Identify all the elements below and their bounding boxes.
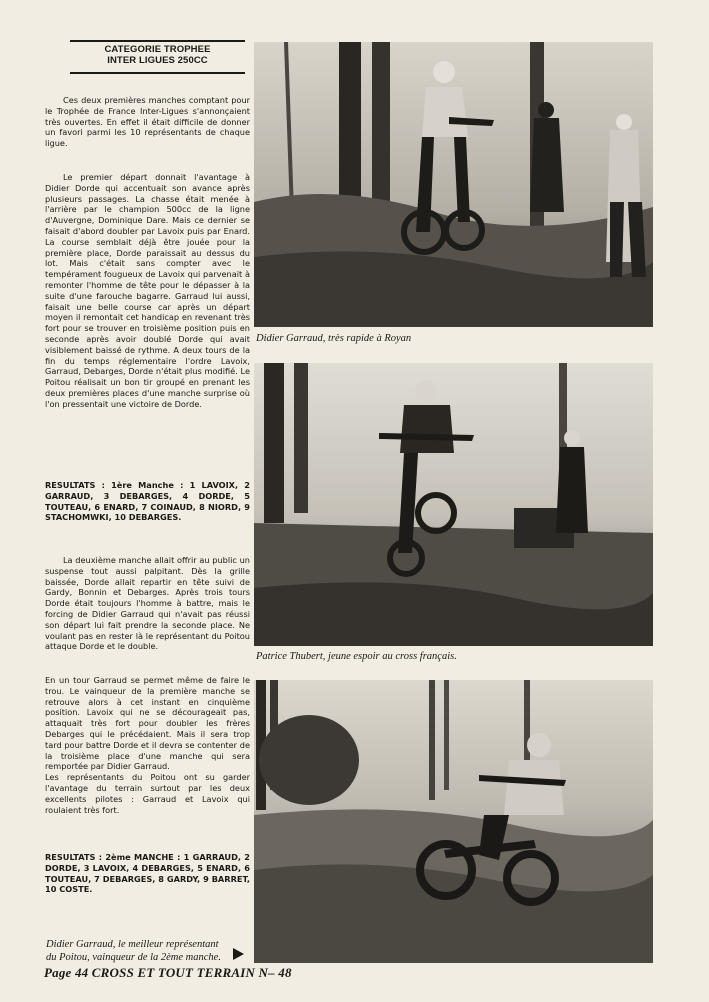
paragraph-5: Les représentants du Poitou ont su garder l'avantage du terrain surtout par les deux excellents pilotes : Garraud et Lavoix qui roulaient très fort.	[45, 772, 250, 815]
photo-1-image	[254, 42, 653, 327]
heading-rule-top	[70, 40, 245, 42]
caption-photo-2: Patrice Thubert, jeune espoir au cross français.	[256, 651, 457, 662]
heading-line-2: INTER LIGUES 250CC	[107, 55, 208, 66]
caption-photo-3-line-2: du Poitou, vainqueur de la 2ème manche.	[46, 952, 221, 963]
paragraph-3-text: La deuxième manche allait offrir au public un suspense tout aussi palpitant. Dès la grille baissée, Dorde allait repartir en tête suivi de Gardy, Bonnin et Debarges. Après trois tours Dorde était toujours l'homme à battre, mais le forcing de Didier Garraud qui n'avait pas réussi son départ lui fait prendre la seconde place. Ne voulant pas en rester là le représentant du Poitou attaque Dorde et le double.	[45, 555, 250, 652]
caption-photo-1: Didier Garraud, très rapide à Royan	[256, 333, 412, 344]
photo-garraud-royan	[254, 42, 653, 327]
photo-2-image	[254, 363, 653, 646]
results-1-block	[45, 480, 250, 523]
results-2-block	[45, 852, 250, 895]
photo-thubert	[254, 363, 653, 646]
paragraph-3-block	[45, 555, 250, 652]
paragraph-2	[45, 172, 250, 410]
paragraph-2-text: Le premier départ donnait l'avantage à Didier Dorde qui accentuait son avance après plusieurs passages. La chasse était menée à l'arrière par le champion 500cc de la ligne d'Auvergne, Dominique Dare. Mais ce dernier se faisait d'abord doubler par Lavoix puis par Enard. La course semblait déjà être jouée pour la première place, Dorde paraissait au dessus du lot. Mais c'était sans compter avec le tempérament fougueux de Lavoix qui parvenait à remonter l'homme de tête pour le dépasser à la suite d'une farouche bagarre. Garraud lui aussi, faisait une belle course car après un départ moyen il remontait cet handicap en revenant très fort pour se trouver en troisième position puis en seconde après avoir doublé Dorde qui avait visiblement baissé de rythme. A deux tours de la fin du temps réglementaire l'ordre Lavoix, Garraud, Debarges, Dorde n'était plus modifié. Le Poitou réalisait un bon tir groupé en prenant les deux premières places d'une manche surprise où l'on pressentait une victoire de Dorde.	[45, 172, 250, 409]
caption-photo-3-line-1: Didier Garraud, le meilleur représentant	[46, 939, 219, 950]
paragraph-2-block	[45, 172, 250, 410]
caption-arrow-icon	[233, 948, 244, 960]
results-1: RESULTATS : 1ère Manche : 1 LAVOIX, 2 GARRAUD, 3 DEBARGES, 4 DORDE, 5 TOUTEAU, 6 ENARD, 7 COINAUD, 8 NIORD, 9 STACHOMWKI, 10 DEBARGES.	[45, 480, 250, 523]
heading-rule-bottom	[70, 72, 245, 74]
paragraph-1	[45, 95, 250, 149]
results-2: RESULTATS : 2ème MANCHE : 1 GARRAUD, 2 DORDE, 3 LAVOIX, 4 DEBARGES, 5 ENARD, 6 TOUTEAU, 7 DEBARGES, 8 GARDY, 9 BARRET, 10 COSTE.	[45, 852, 250, 895]
paragraph-1-block	[45, 95, 250, 149]
paragraph-4: En un tour Garraud se permet même de faire le trou. Le vainqueur de la première manche se retrouve alors à cet instant en cinquième position. Lavoix qui ne se décourageait pas, attaquait très fort pour doubler les frères Debarges qui le précédaient. Mais il sera trop tard pour battre Dorde et il devra se contenter de la troisième place d'une manche qui sera remportée par Didier Garraud.	[45, 675, 250, 772]
article-heading	[70, 44, 245, 66]
photo-3-image	[254, 680, 653, 963]
page-footer: Page 44 CROSS ET TOUT TERRAIN N– 48	[44, 965, 292, 980]
photo-garraud-winner	[254, 680, 653, 963]
paragraph-1-text: Ces deux premières manches comptant pour le Trophée de France Inter-Ligues s'annonçaient très ouvertes. En effet il était difficile de donner un favori parmi les 10 représentants de chaque ligue.	[45, 95, 250, 149]
heading-line-1: CATEGORIE TROPHEE	[104, 44, 211, 55]
paragraph-3	[45, 555, 250, 652]
paragraph-4-block	[45, 675, 250, 815]
